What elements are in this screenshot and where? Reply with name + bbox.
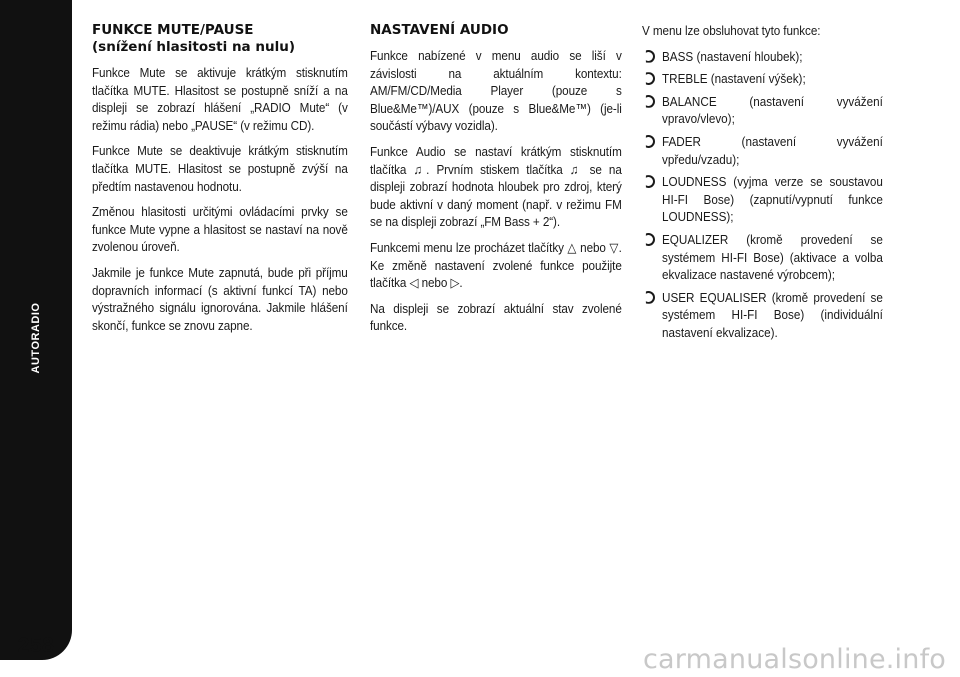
paragraph: Funkce Mute se deaktivuje krátkým stisknutím tlačítka MUTE. Hlasitost se postupně zvýší na předtím nastavenou hodnotu. bbox=[92, 143, 348, 194]
bullet-icon bbox=[642, 95, 655, 108]
column-mute-pause bbox=[92, 22, 348, 342]
list-item: LOUDNESS (vyjma verze se soustavou HI-FI Bose) (zapnutí/vypnutí funkce LOUDNESS); bbox=[642, 173, 898, 226]
bullet-icon bbox=[642, 72, 655, 85]
list-item: USER EQUALISER (kromě provedení se systémem HI-FI Bose) (individuální nastavení ekvalizace). bbox=[642, 289, 898, 342]
section-label: AUTORADIO bbox=[30, 302, 42, 374]
list-item: BALANCE (nastavení vyvážení vpravo/vlevo); bbox=[642, 93, 898, 128]
column-menu-functions bbox=[642, 22, 898, 347]
paragraph: Funkce Audio se nastaví krátkým stisknutím tlačítka ♫. Prvním stiskem tlačítka ♫ se na displeji zobrazí hodnota hloubek pro zdroj, který bude aktivní v daný moment (např. v režimu FM se na displeji zobrazí „FM Bass + 2“). bbox=[370, 143, 622, 230]
triangle-left-icon: ◁ bbox=[409, 275, 419, 291]
bullet-icon bbox=[642, 233, 655, 246]
music-note-icon: ♫ bbox=[569, 161, 583, 177]
bullet-icon bbox=[642, 135, 655, 148]
list-item: EQUALIZER (kromě provedení se systémem HI-FI Bose) (aktivace a volba ekvalizace nastavené výrobcem); bbox=[642, 231, 898, 284]
bullet-icon bbox=[642, 291, 655, 304]
list-item: TREBLE (nastavení výšek); bbox=[642, 70, 898, 88]
paragraph: Funkcemi menu lze procházet tlačítky △ nebo ▽. Ke změně nastavení zvolené funkce použijte tlačítka ◁ nebo ▷. bbox=[370, 239, 622, 291]
paragraph: Jakmile je funkce Mute zapnutá, bude při příjmu dopravních informací (s aktivní funkcí TA) nebo výstražného signálu ignorována. Jakmile hlášení skončí, funkce se znovu zapne. bbox=[92, 264, 348, 333]
heading-mute-pause: FUNKCE MUTE/PAUSE (snížení hlasitosti na nulu) bbox=[92, 22, 296, 55]
music-note-icon: ♫ bbox=[413, 161, 427, 177]
heading-audio-settings: NASTAVENÍ AUDIO bbox=[370, 22, 509, 38]
watermark: carmanualsonline.info bbox=[643, 644, 946, 675]
triangle-right-icon: ▷ bbox=[450, 275, 460, 291]
paragraph: Změnou hlasitosti určitými ovládacími prvky se funkce Mute vypne a hlasitost se nastaví na nově zvolenou úroveň. bbox=[92, 204, 348, 255]
paragraph: Funkce Mute se aktivuje krátkým stisknutím tlačítka MUTE. Hlasitost se postupně sníží a na displeji se zobrazí hlášení „RADIO Mute“ (v režimu rádia) nebo „PAUSE“ (v režimu CD). bbox=[92, 65, 348, 133]
list-item: BASS (nastavení hloubek); bbox=[642, 48, 898, 66]
column-audio-settings bbox=[370, 22, 622, 343]
sidebar-band bbox=[0, 0, 72, 660]
list-item: FADER (nastavení vyvážení vpředu/vzadu); bbox=[642, 133, 898, 168]
function-list bbox=[642, 48, 898, 342]
paragraph: Funkce nabízené v menu audio se liší v závislosti na aktuálním kontextu: AM/FM/CD/Media Player (pouze s Blue&Me™)/AUX (pouze s Blue&Me™) (je-li součástí výbavy vozidla). bbox=[370, 48, 622, 134]
bullet-icon bbox=[642, 175, 655, 188]
bullet-icon bbox=[642, 50, 655, 63]
menu-intro: V menu lze obsluhovat tyto funkce: bbox=[642, 23, 821, 38]
paragraph: Na displeji se zobrazí aktuální stav zvolené funkce. bbox=[370, 300, 622, 334]
triangle-up-icon: △ bbox=[567, 239, 577, 255]
page-number: 258 bbox=[17, 634, 55, 657]
triangle-down-icon: ▽ bbox=[609, 239, 619, 255]
